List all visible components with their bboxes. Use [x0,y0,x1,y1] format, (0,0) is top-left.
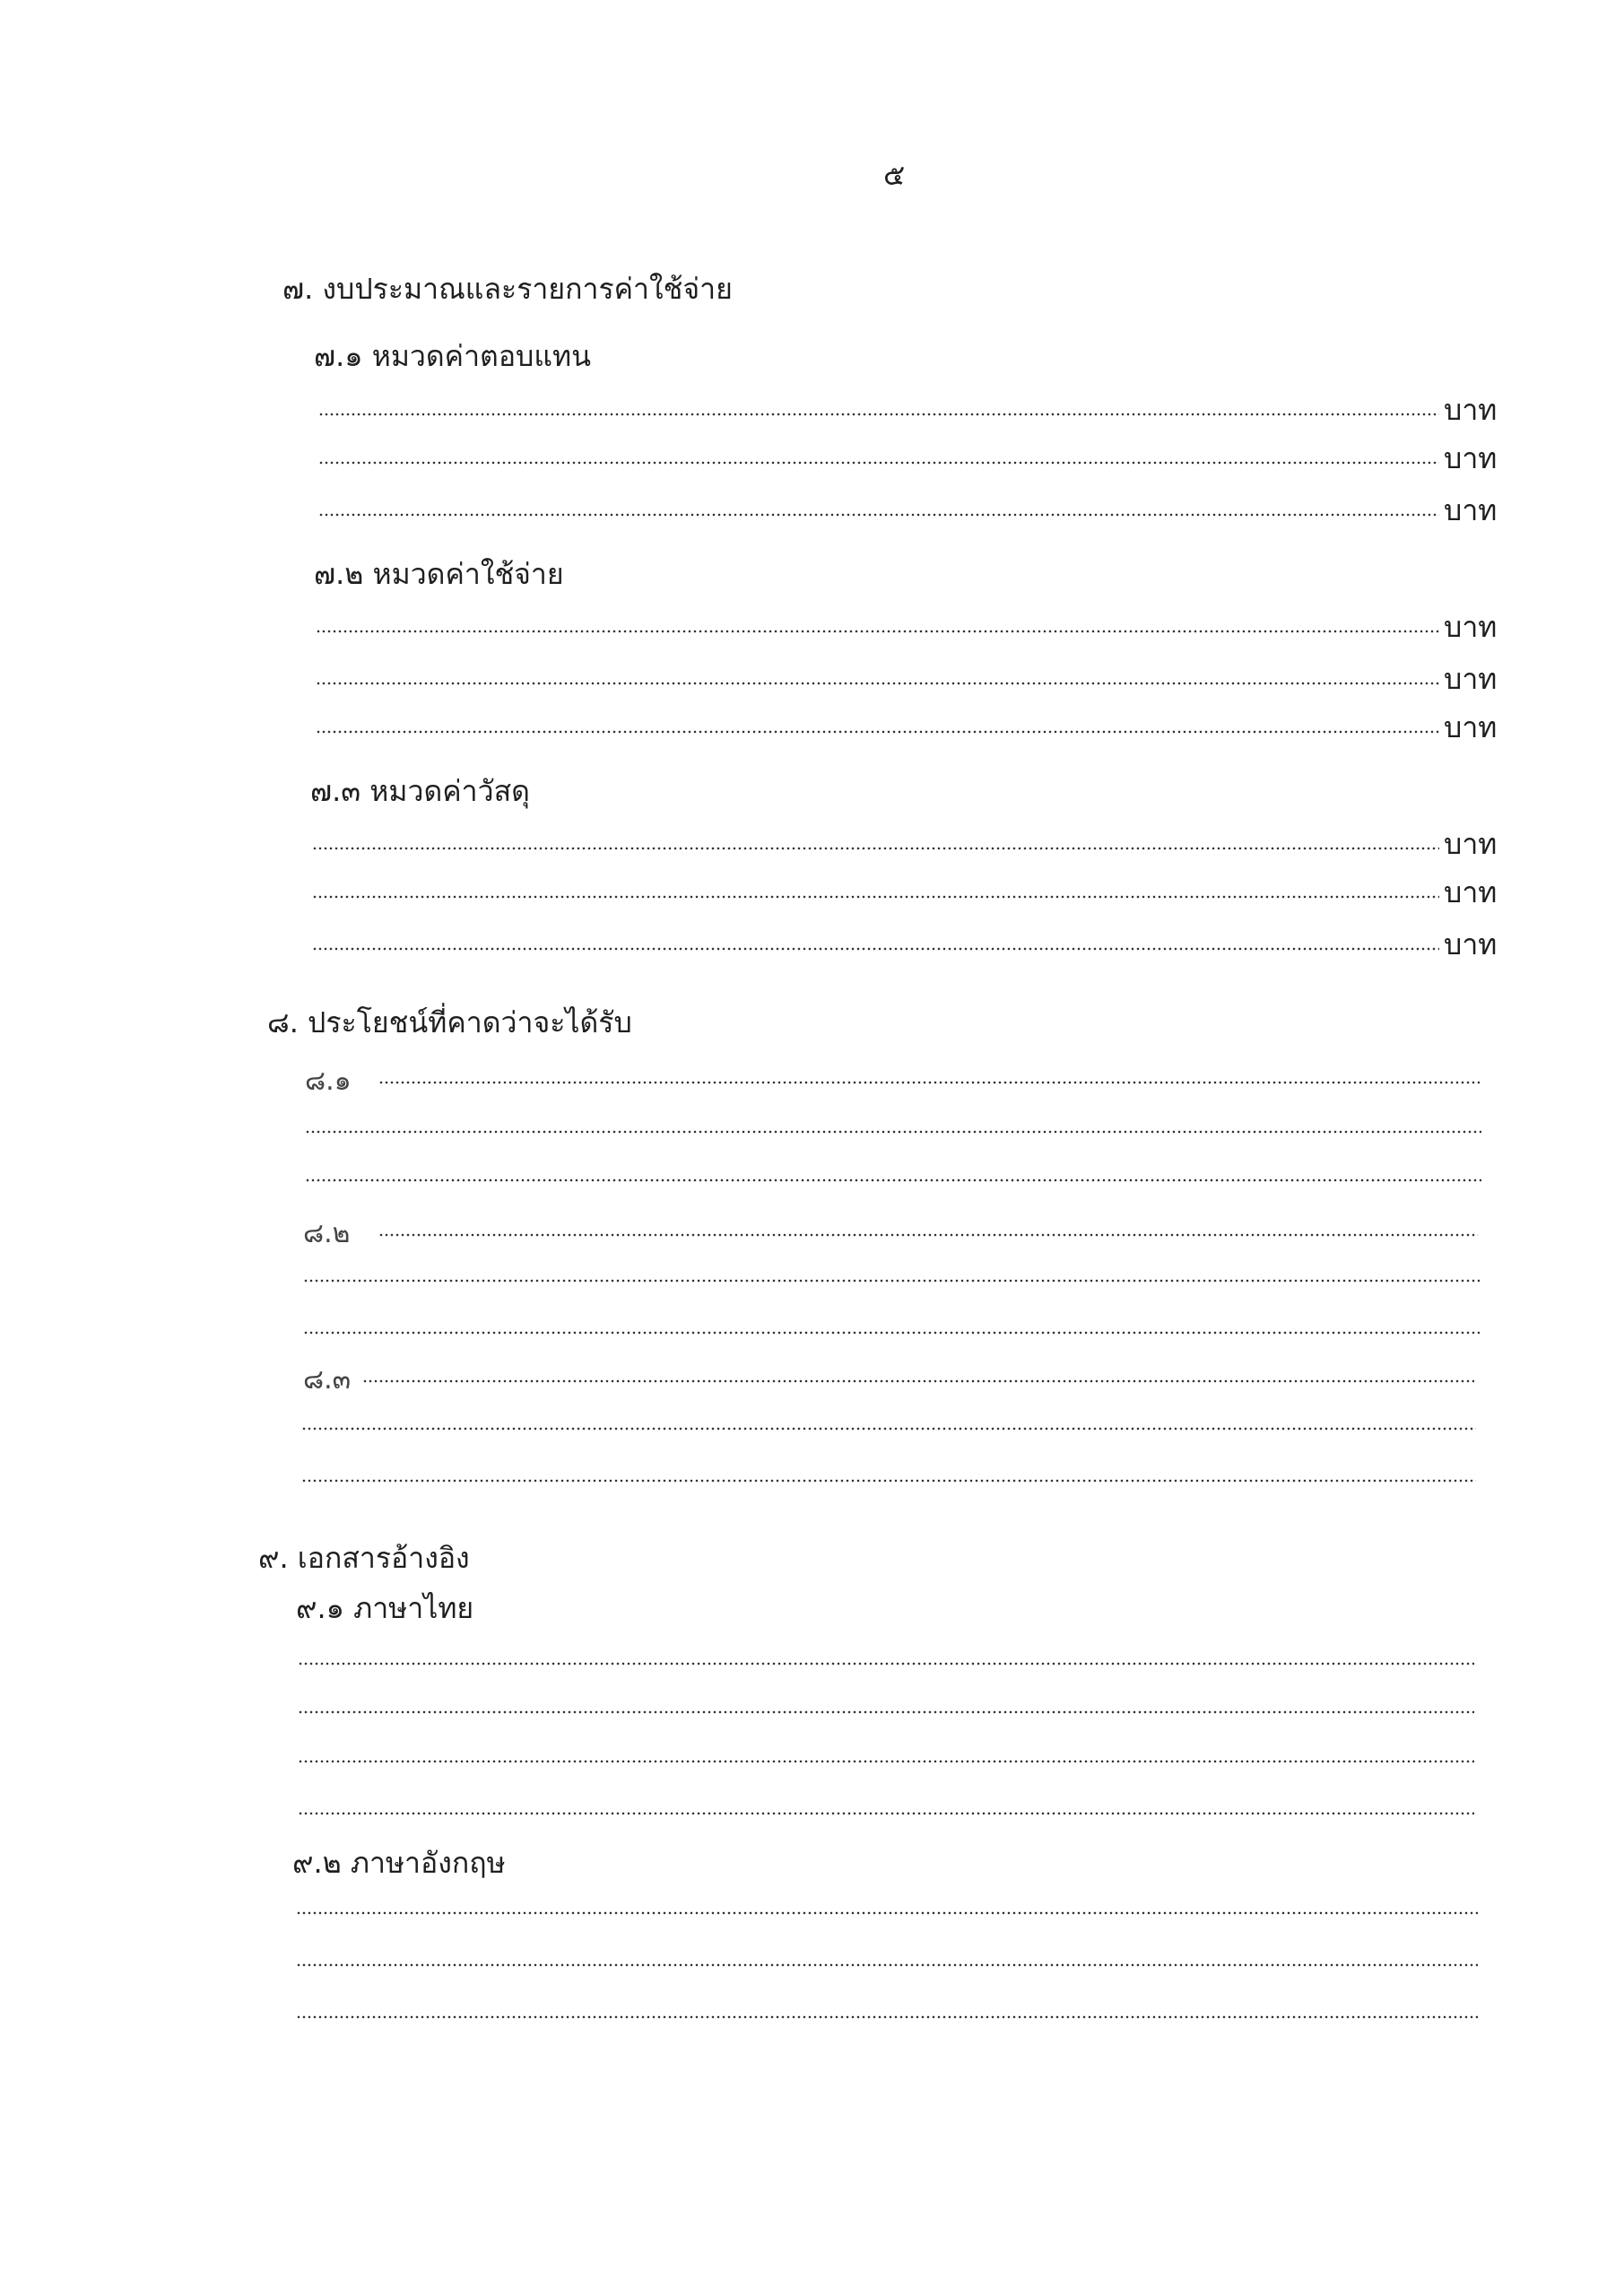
item-8-1-label: ๘.๑ [305,1065,352,1097]
fill-line[interactable] [318,460,1439,465]
fill-line[interactable] [318,512,1439,517]
fill-line[interactable] [298,1759,1474,1764]
fill-line[interactable] [316,729,1439,735]
fill-line[interactable] [316,681,1439,686]
section-8-heading: ๘. ประโยชน์ที่คาดว่าจะได้รับ [267,1005,632,1039]
fill-line[interactable] [298,1709,1474,1715]
section-9-2-title: ๙.๒ ภาษาอังกฤษ [292,1846,506,1880]
baht-unit: บาท [1444,493,1498,527]
fill-line[interactable] [305,1129,1481,1135]
baht-unit: บาท [1444,827,1498,861]
item-8-2-label: ๘.๒ [303,1218,351,1249]
item-8-3-label: ๘.๓ [303,1364,352,1396]
baht-unit: บาท [1444,441,1498,475]
section-7-2-title: ๗.๒ หมวดค่าใช้จ่าย [314,557,564,591]
fill-line[interactable] [316,629,1439,634]
fill-line[interactable] [312,894,1439,900]
fill-line[interactable] [301,1426,1476,1431]
fill-line[interactable] [298,1811,1474,1816]
section-7-3-title: ๗.๓ หมวดค่าวัสดุ [310,774,530,808]
section-9-heading: ๙. เอกสารอ้างอิง [258,1541,470,1575]
section-9-1-title: ๙.๑ ภาษาไทย [296,1591,474,1625]
fill-line[interactable] [303,1278,1480,1283]
fill-line[interactable] [301,1478,1476,1483]
baht-unit: บาท [1444,610,1498,644]
fill-line[interactable] [362,1378,1474,1384]
baht-unit: บาท [1444,927,1498,961]
baht-unit: บาท [1444,393,1498,427]
fill-line[interactable] [296,1962,1478,1968]
section-7-1-title: ๗.๑ หมวดค่าตอบแทน [314,339,591,373]
fill-line[interactable] [303,1330,1480,1335]
section-7-heading: ๗. งบประมาณและรายการค่าใช้จ่าย [282,272,733,306]
fill-line[interactable] [296,2014,1478,2020]
fill-line[interactable] [378,1232,1478,1238]
fill-line[interactable] [298,1661,1474,1666]
baht-unit: บาท [1444,662,1498,696]
fill-line[interactable] [312,946,1439,952]
fill-line[interactable] [312,846,1439,851]
baht-unit: บาท [1444,875,1498,909]
fill-line[interactable] [318,412,1439,417]
fill-line[interactable] [305,1178,1481,1183]
fill-line[interactable] [296,1910,1478,1916]
fill-line[interactable] [378,1080,1480,1085]
page-number: ๕ [883,158,906,192]
baht-unit: บาท [1444,710,1498,744]
